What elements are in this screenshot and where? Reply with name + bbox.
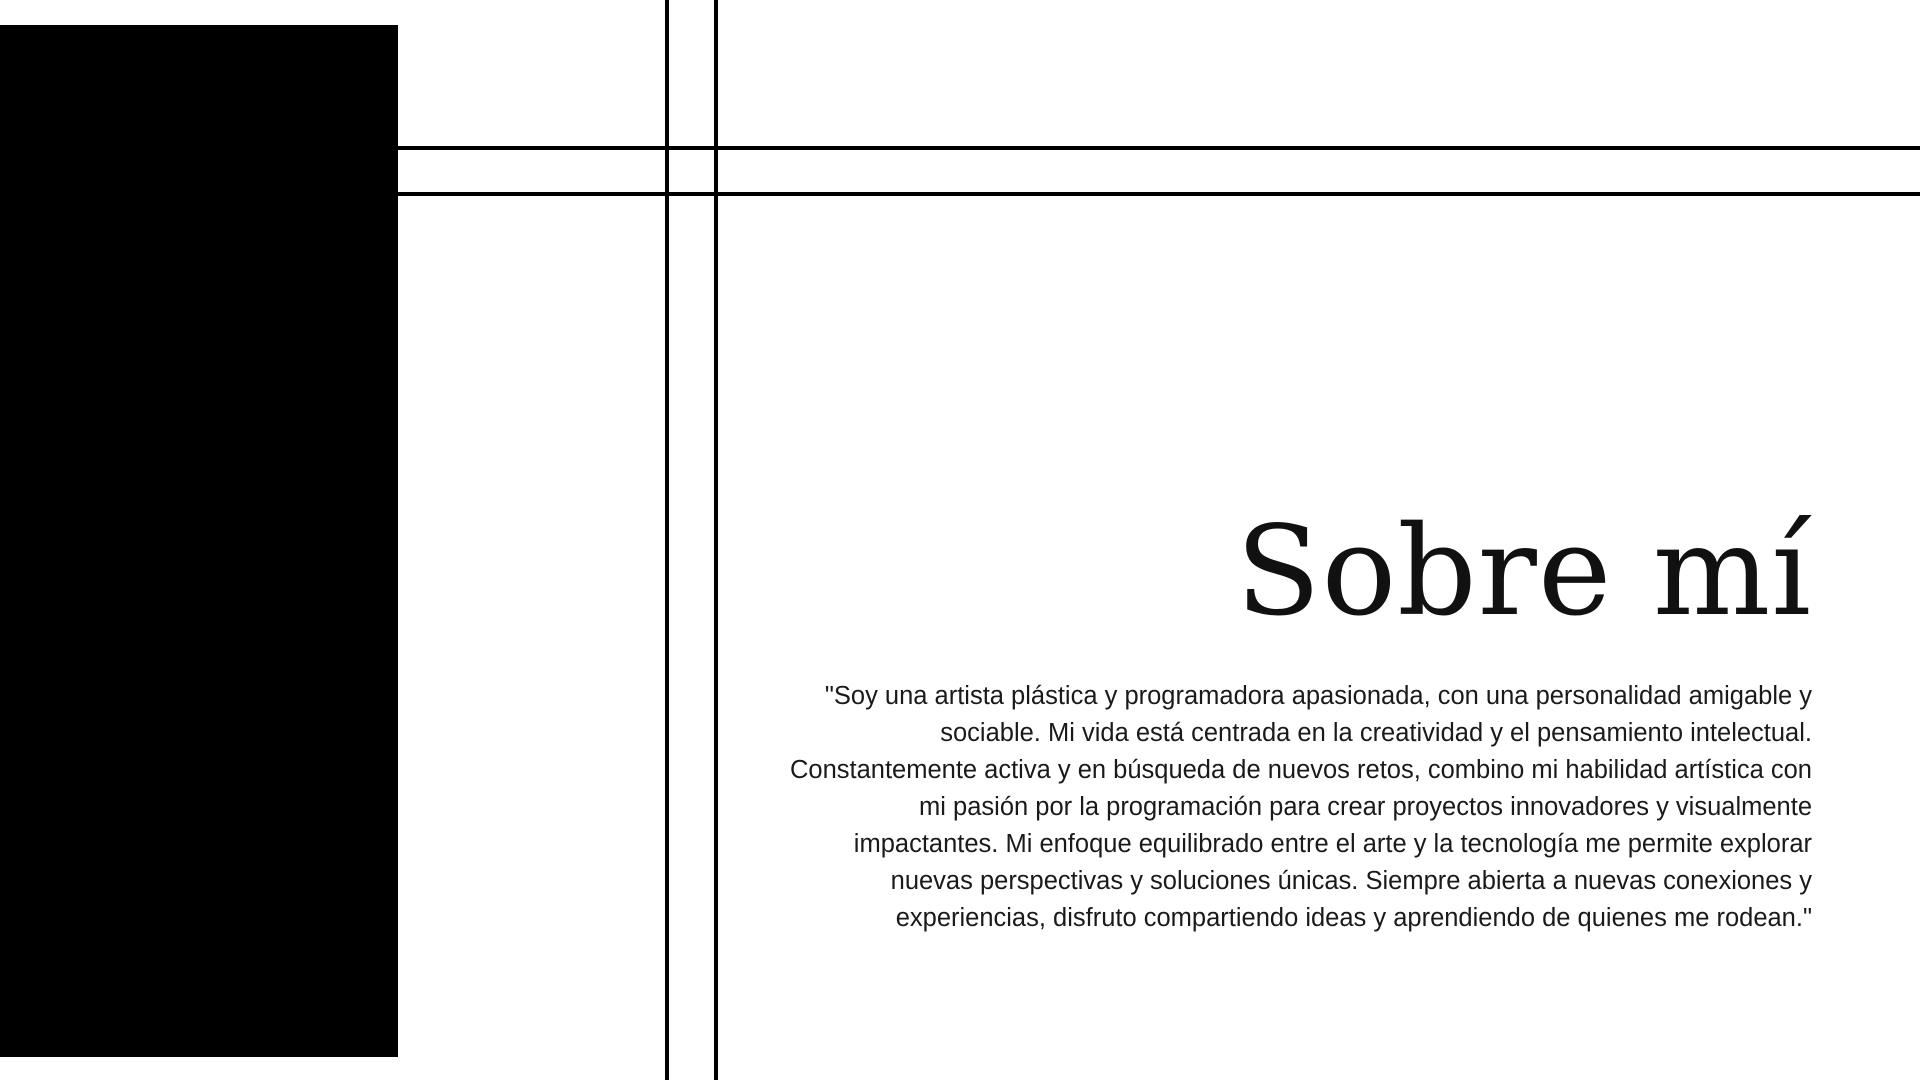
black-image-block xyxy=(0,25,398,1057)
horizontal-rule-top xyxy=(398,146,1920,150)
page-title: Sobre mí xyxy=(1235,500,1812,644)
vertical-rule-right xyxy=(714,0,718,1080)
about-paragraph: "Soy una artista plástica y programadora apasionada, con una personalidad amigable y sociable. Mi vida está centrada en la creatividad y el pensamiento intelectual. Constantemente activa y en búsqueda de nuevos retos, combino mi habilidad artística con mi pasión por la programación para crear proyectos innovadores y visualmente impactantes. Mi enfoque equilibrado entre el arte y la tecnología me permite explorar nuevas perspectivas y soluciones únicas. Siempre abierta a nuevas conexiones y experiencias, disfruto compartiendo ideas y aprendiendo de quienes me rodean." xyxy=(789,682,1812,932)
horizontal-rule-bottom xyxy=(398,192,1920,196)
vertical-rule-left xyxy=(665,0,669,1080)
